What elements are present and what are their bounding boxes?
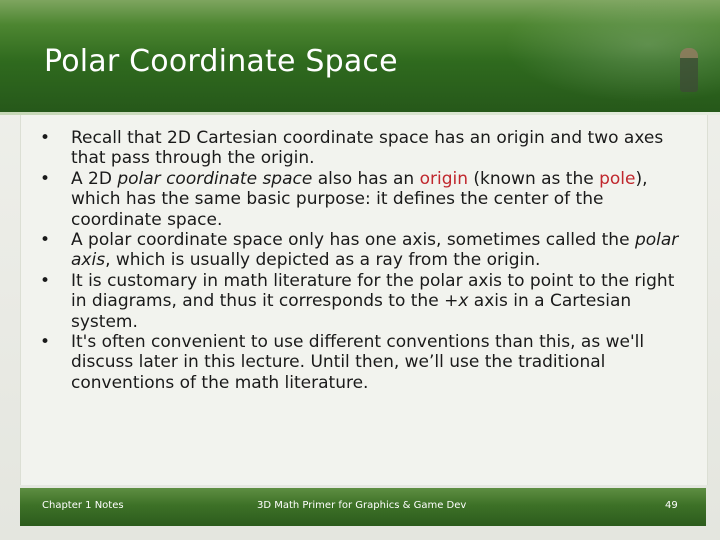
bullet-glyph: • (40, 168, 51, 189)
bullet-item (40, 332, 680, 393)
slide-title: Polar Coordinate Space (44, 44, 398, 79)
bullet-segment-red: origin (419, 168, 468, 189)
bullet-segment-italic: polar coordinate space (117, 168, 313, 189)
bullet-segment-normal: Recall that 2D Cartesian coordinate space has an origin and two axes that pass through the origin. (71, 128, 664, 169)
bullet-item (40, 271, 680, 332)
bullet-segment-normal: axis in a Cartesian system. (71, 291, 632, 332)
title-bar (0, 0, 720, 112)
bullet-segment-normal: also has an (312, 168, 420, 189)
bullet-segment-normal: ), which has the same basic purpose: it defines the center of the coordinate space. (71, 168, 648, 230)
bullet-item (40, 169, 680, 230)
bullet-text (71, 128, 663, 168)
bullet-text (71, 230, 678, 270)
footer-chapter-label: Chapter 1 Notes (42, 500, 124, 511)
bullet-item (40, 230, 680, 271)
bullet-glyph: • (40, 230, 51, 251)
bullet-item (40, 128, 680, 169)
bullet-segment-normal: It's often convenient to use different conventions than this, as we'll discuss later in this lecture. Until then, we’ll use the traditional conventions of the math literature. (71, 332, 645, 393)
bullet-list (40, 128, 680, 393)
bullet-glyph: • (40, 270, 51, 291)
bullet-glyph: • (40, 332, 51, 353)
bullet-text (71, 169, 648, 230)
bullet-text (71, 332, 644, 393)
lecturer-figure-image (680, 48, 698, 92)
bullet-segment-normal: It is customary in math literature for the polar axis to point to the right in diagrams, and thus it corresponds to the (71, 270, 675, 312)
bullet-text (71, 271, 674, 332)
bullet-segment-normal: A 2D (71, 168, 118, 189)
bullet-segment-italic: polar axis (71, 230, 679, 271)
bullet-glyph: • (40, 128, 51, 148)
bullet-segment-normal: A polar coordinate space only has one axis, sometimes called the (71, 230, 635, 251)
bullet-segment-normal: (known as the (467, 168, 600, 189)
page-number: 49 (665, 500, 678, 511)
footer-book-title: 3D Math Primer for Graphics & Game Dev (257, 500, 467, 511)
bullet-segment-normal: , which is usually depicted as a ray from the origin. (105, 250, 541, 271)
bullet-segment-red: pole (599, 168, 636, 189)
bullet-segment-italic: +x (444, 291, 469, 312)
